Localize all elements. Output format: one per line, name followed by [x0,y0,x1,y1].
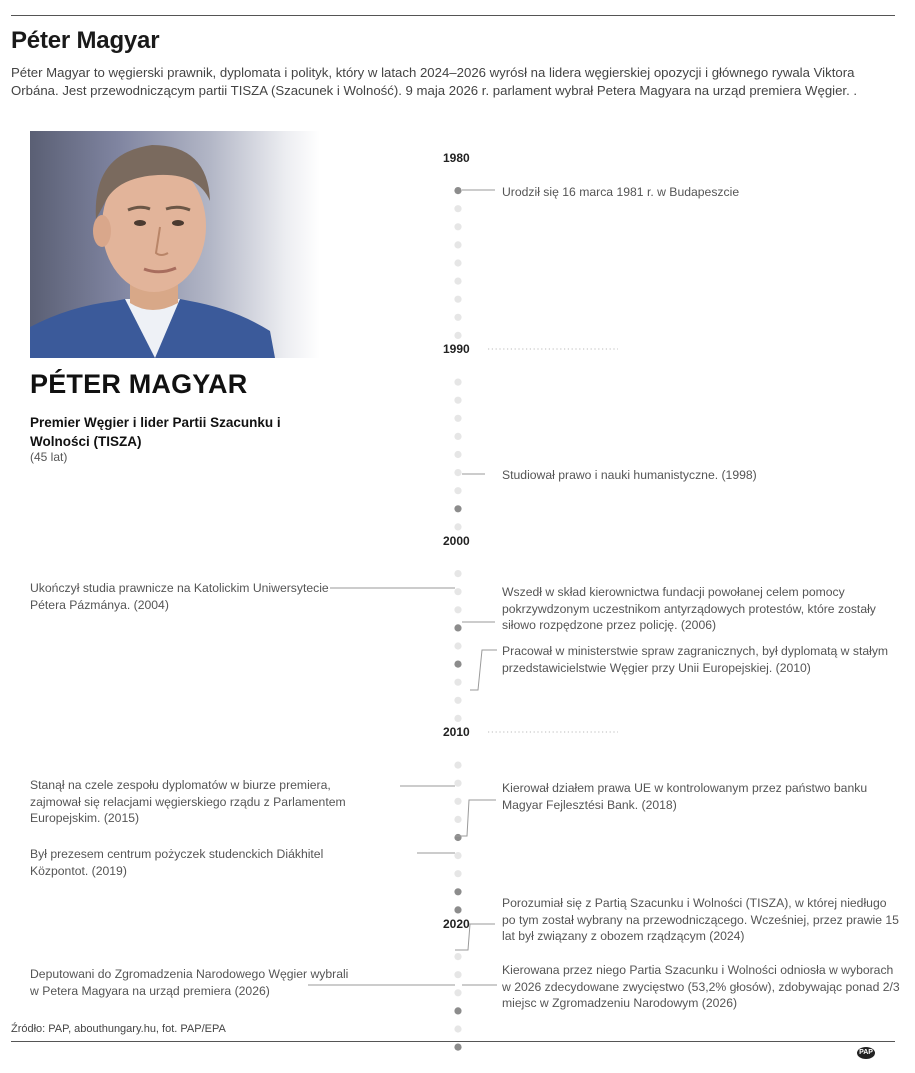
timeline-dot [454,606,461,613]
timeline-dot [454,379,461,386]
timeline-dot [454,697,461,704]
timeline-dot [454,588,461,595]
timeline-dot [454,642,461,649]
year-label-1990: 1990 [443,342,470,356]
timeline-event-2026: Kierowana przez niego Partia Szacunku i Wolności odniosła w wyborach w 2026 zdecydowane zwycięstwo (53,2% głosów), zdobywając ponad 2/3 miejsc w Zgromadzeniu Narodowym (2026) [502,963,900,1010]
timeline-event-2026: Deputowani do Zgromadzenia Narodowego Węgier wybrali w Petera Magyara na urząd premiera (2026) [30,967,349,998]
timeline-dot [454,715,461,722]
timeline-dot [454,816,461,823]
timeline-dot [454,433,461,440]
timeline-event-2024: Porozumiał się z Partią Szacunku i Wolności (TISZA), w której niedługo po tym został wybrany na przewodniczącego. Wcześniej, przez prawie 15 lat był związany z obozem rządzącym (2024) [502,896,899,943]
event-connector [470,650,497,690]
timeline-dot [454,487,461,494]
timeline-dot-event [454,187,461,194]
timeline-event-2019: Był prezesem centrum pożyczek studenckich Diákhitel Központot. (2019) [30,847,324,878]
timeline-dot [454,971,461,978]
timeline-event-2015: Stanął na czele zespołu dyplomatów w biurze premiera, zajmował się relacjami węgierskiego rządu z Parlamentem Europejskim. (2015) [30,778,346,825]
timeline-dot [454,469,461,476]
timeline-dot [454,332,461,339]
timeline-dot [454,451,461,458]
timeline-dot-event [454,505,461,512]
timeline-event-2004: Ukończył studia prawnicze na Katolickim Uniwersytecie Pétera Pázmánya. (2004) [30,581,329,612]
timeline-dot [454,989,461,996]
page-title: Péter Magyar [11,27,160,54]
timeline-dot [454,798,461,805]
year-label-2000: 2000 [443,533,470,548]
timeline-dot [454,762,461,769]
timeline-dot [454,397,461,404]
timeline-dot [454,679,461,686]
timeline-dot-event [454,624,461,631]
timeline-dot-event [454,834,461,841]
timeline-event-1981: Urodził się 16 marca 1981 r. w Budapeszcie [502,185,740,199]
timeline-dot [454,223,461,230]
pap-logo: PAP [857,1047,875,1059]
timeline-dot [454,415,461,422]
timeline-dot [454,259,461,266]
source-credit: Źródło: PAP, abouthungary.hu, fot. PAP/EPA [11,1023,226,1035]
timeline-dot [454,870,461,877]
timeline-event-2006: Wszedł w skład kierownictwa fundacji powołanej celem pomocy pokrzywdzonym uczestnikom antyrządowych protestów, które zostały siłowo rozpędzone przez policję. (2006) [502,585,876,632]
timeline-dot [454,205,461,212]
timeline-dot [454,852,461,859]
timeline-dot [454,523,461,530]
timeline-dot [454,296,461,303]
person-role: Premier Węgier i lider Partii Szacunku i Wolności (TISZA) [30,415,281,449]
timeline-event-2018: Kierował działem prawa UE w kontrolowanym przez państwo banku Magyar Fejlesztési Bank. (2018) [502,781,868,812]
timeline-dot-event [454,906,461,913]
year-label-2010: 2010 [443,725,470,739]
timeline-dot [454,1025,461,1032]
person-age: (45 lat) [30,450,68,464]
timeline-dot [454,953,461,960]
year-label-2020: 2020 [443,916,470,931]
timeline-dot [454,241,461,248]
bottom-rule [11,1041,895,1042]
timeline-dot [454,780,461,787]
timeline-event-1998: Studiował prawo i nauki humanistyczne. (1998) [502,468,757,482]
person-name: PÉTER MAGYAR [30,369,248,399]
timeline-dot-event [454,1044,461,1051]
timeline-dot [454,278,461,285]
timeline-dot [454,570,461,577]
timeline-dot-event [454,1007,461,1014]
timeline-dot-event [454,888,461,895]
year-label-1980: 1980 [443,150,470,165]
timeline-dot-event [454,661,461,668]
timeline-dot [454,314,461,321]
timeline-event-2010: Pracował w ministerstwie spraw zagranicznych, był dyplomatą w stałym przedstawicielstwie Węgier przy Unii Europejskiej. (2010) [502,644,889,675]
intro-text: Péter Magyar to węgierski prawnik, dyplomata i polityk, który w latach 2024–2026 wyrósł na lidera węgierskiej opozycji i głównego rywala Viktora Orbána. Jest przewodniczącym partii TISZA (Szacunek i Wolność). 9 maja 2026 r. parlament wybrał Petera Magyara na urząd premiera Węgier. . [11,65,858,98]
